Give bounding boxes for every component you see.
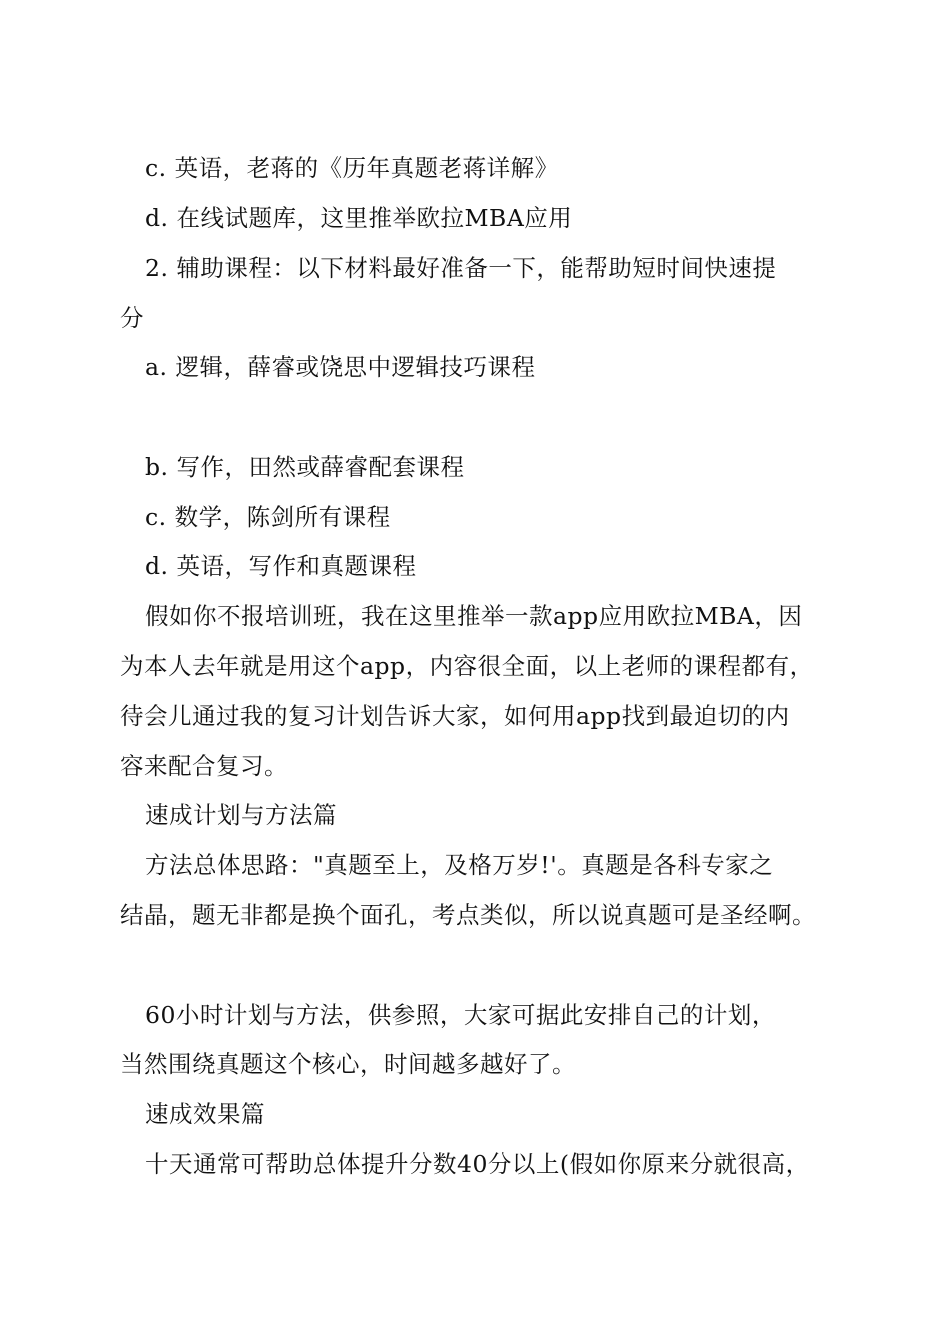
list-item-math-course: c. 数学，陈剑所有课程 (145, 503, 391, 531)
section-heading-quick-results: 速成效果篇 (145, 1100, 265, 1128)
paragraph-app-recommendation-line-4: 容来配合复习。 (120, 752, 288, 780)
paragraph-60-hour-plan: 60小时计划与方法，供参照，大家可据此安排自己的计划， (145, 1001, 776, 1029)
paragraph-60-hour-plan-line-2: 当然围绕真题这个核心，时间越多越好了。 (120, 1050, 576, 1078)
list-item-english-course: d. 英语，写作和真题课程 (145, 552, 417, 580)
list-item-writing-course: b. 写作，田然或薛睿配套课程 (145, 453, 465, 481)
section-heading-quick-plan: 速成计划与方法篇 (145, 801, 337, 829)
paragraph-app-recommendation-line-2: 为本人去年就是用这个app，内容很全面，以上老师的课程都有， (120, 652, 814, 680)
paragraph-results: 十天通常可帮助总体提升分数40分以上(假如你原来分就很高， (145, 1150, 810, 1178)
paragraph-app-recommendation-line-3: 待会儿通过我的复习计划告诉大家，如何用app找到最迫切的内 (120, 702, 790, 730)
paragraph-app-recommendation: 假如你不报培训班，我在这里推举一款app应用欧拉MBA，因 (145, 602, 803, 630)
paragraph-method-idea: 方法总体思路："真题至上，及格万岁!'。真题是各科专家之 (145, 851, 774, 879)
paragraph-continuation: 分 (120, 304, 144, 332)
paragraph-method-idea-line-2: 结晶，题无非都是换个面孔，考点类似，所以说真题可是圣经啊。 (120, 901, 816, 929)
section-heading-auxiliary-courses: 2. 辅助课程：以下材料最好准备一下，能帮助短时间快速提 (145, 254, 777, 282)
list-item-english-material: c. 英语，老蒋的《历年真题老蒋详解》 (145, 154, 559, 182)
list-item-logic-course: a. 逻辑，薛睿或饶思中逻辑技巧课程 (145, 353, 536, 381)
list-item-online-question-bank: d. 在线试题库，这里推举欧拉MBA应用 (145, 204, 573, 232)
